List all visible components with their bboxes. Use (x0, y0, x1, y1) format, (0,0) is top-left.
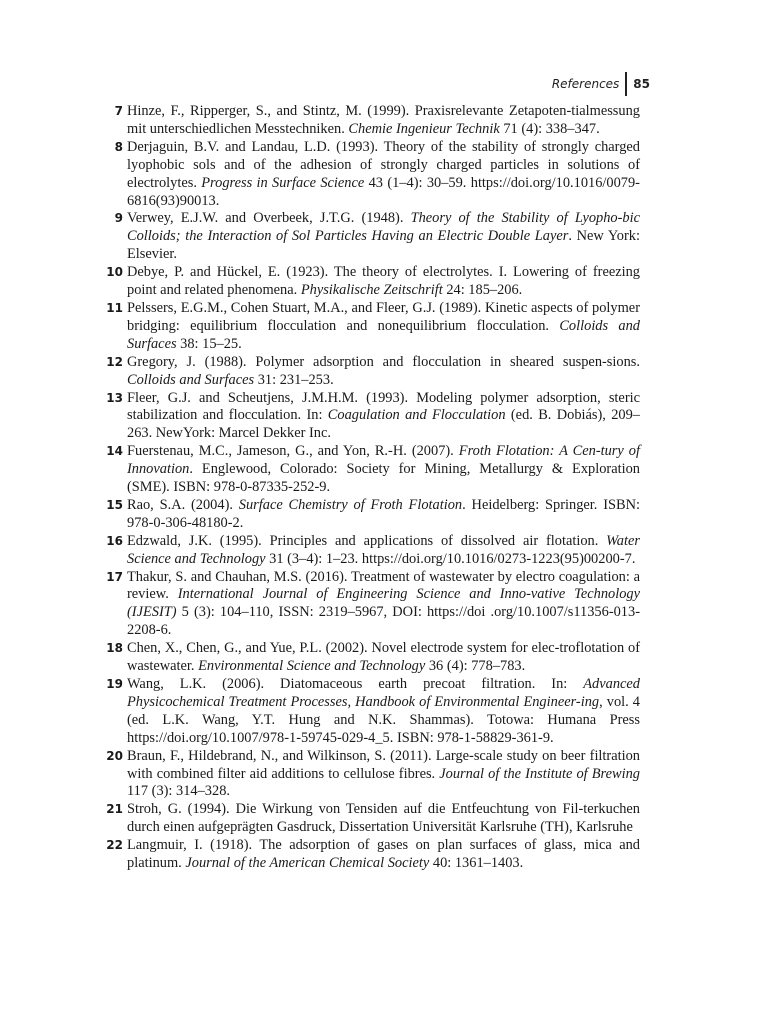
reference-text-run: 5 (3): 104–110, ISSN: 2319–5967, DOI: https://doi .org/10.1007/s11356-013-2208-6. (127, 604, 640, 639)
reference-text-run: Debye, P. and Hückel, E. (1923). The theory of electrolytes. I. Lowering of freezing point and related phenomena. (127, 264, 640, 299)
reference-title-italic: Progress in Surface Science (201, 174, 365, 191)
reference-title-italic: Chemie Ingenieur Technik (348, 120, 500, 137)
reference-number: 13 (106, 390, 123, 405)
reference-item (100, 354, 640, 390)
reference-item (100, 676, 640, 748)
reference-text (127, 837, 640, 873)
reference-title-italic: Coagulation and Flocculation (327, 407, 506, 424)
reference-text (127, 300, 640, 354)
reference-number: 11 (106, 300, 123, 315)
reference-item (100, 103, 640, 139)
reference-number: 17 (106, 569, 123, 584)
reference-text (127, 390, 640, 444)
running-head-section: References (551, 77, 620, 91)
reference-text-run: 24: 185–206. (442, 282, 523, 299)
reference-title-italic: Journal of the American Chemical Society (185, 855, 430, 872)
reference-number: 12 (106, 354, 123, 369)
reference-text-run: 117 (3): 314–328. (127, 783, 230, 800)
reference-text (127, 801, 640, 837)
reference-title-italic: Journal of the Institute of Brewing (439, 765, 640, 782)
reference-number: 9 (114, 211, 123, 226)
reference-text (127, 264, 640, 300)
reference-item (100, 139, 640, 211)
reference-title-italic: Environmental Science and Technology (198, 658, 426, 675)
reference-text-run: . Englewood, Colorado: Society for Mining, Metallurgy & Exploration (SME). ISBN: 978-0-87335-252-9. (127, 461, 640, 496)
reference-number: 16 (106, 533, 123, 548)
reference-text (127, 139, 640, 211)
reference-text-run: 71 (4): 338–347. (499, 120, 600, 137)
reference-text (127, 676, 640, 748)
reference-text-run: , vol. 4 (ed. L.K. Wang, Y.T. Hung and N.K. Shammas). Totowa: Humana Press https://doi.org/10.1007/978-1-59745-029-4_5. ISBN: 978-1-58829-361-9. (127, 693, 640, 746)
reference-item (100, 748, 640, 802)
reference-text (127, 443, 640, 497)
reference-title-italic: Colloids and Surfaces (127, 371, 255, 388)
reference-text-run: Rao, S.A. (2004). (127, 496, 239, 513)
reference-text (127, 533, 640, 569)
reference-number: 22 (106, 838, 123, 853)
reference-text-run: Langmuir, I. (1918). The adsorption of gases on plan surfaces of glass, mica and platinum. (127, 837, 640, 872)
reference-title-italic: Colloids and Surfaces (127, 317, 641, 352)
reference-text (127, 210, 640, 264)
reference-number: 8 (114, 139, 123, 154)
reference-text-run: Chen, X., Chen, G., and Yue, P.L. (2002). Novel electrode system for elec-troflotation of wastewater. (127, 640, 640, 675)
reference-title-italic: International Journal of Engineering Science and Inno-vative Technology (IJESIT) (127, 586, 641, 621)
reference-title-italic: Water Science and Technology (127, 532, 640, 567)
reference-text-run: 43 (1–4): 30–59. https://doi.org/10.1016/0079-6816(93)90013. (127, 174, 640, 209)
page-number: 85 (633, 77, 650, 91)
reference-title-italic: Surface Chemistry of Froth Flotation (238, 496, 463, 513)
reference-text-run: Verwey, E.J.W. and Overbeek, J.T.G. (1948). (127, 210, 411, 227)
reference-number: 20 (106, 748, 123, 763)
reference-number: 7 (114, 104, 123, 118)
reference-title-italic: Advanced Physicochemical Treatment Processes, Handbook of Environmental Engineer-ing (127, 676, 640, 710)
running-head-divider (625, 72, 627, 96)
reference-number: 10 (106, 265, 123, 280)
reference-text-run: Gregory, J. (1988). Polymer adsorption and flocculation in sheared suspen-sions. (127, 353, 640, 370)
reference-number: 15 (106, 497, 123, 512)
reference-item (100, 300, 640, 354)
reference-text (127, 640, 640, 676)
reference-number: 19 (106, 677, 123, 691)
reference-text-run: 38: 15–25. (176, 335, 242, 352)
reference-number: 21 (106, 802, 123, 817)
reference-item (100, 533, 640, 569)
reference-text-run: 31: 231–253. (254, 371, 334, 388)
reference-text (127, 569, 640, 641)
reference-text-run: Fleer, G.J. and Scheutjens, J.M.H.M. (1993). Modeling polymer adsorption, steric stabilization and flocculation. In: (127, 389, 640, 424)
reference-item (100, 640, 640, 676)
reference-text-run: 31 (3–4): 1–23. https://doi.org/10.1016/0273-1223(95)00200-7. (265, 550, 636, 567)
reference-item (100, 569, 640, 641)
reference-text-run: Pelssers, E.G.M., Cohen Stuart, M.A., and Fleer, G.J. (1989). Kinetic aspects of polymer bridging: equilibrium flocculation and nonequilibrium flocculation. (127, 299, 640, 334)
reference-item (100, 837, 640, 873)
running-head (552, 72, 650, 96)
reference-text-run: (ed. B. Dobiás), 209–263. NewYork: Marcel Dekker Inc. (127, 407, 641, 442)
reference-text-run: . New York: Elsevier. (127, 228, 640, 263)
reference-text-run: . Heidelberg: Springer. ISBN: 978-0-306-48180-2. (127, 496, 640, 531)
reference-item (100, 390, 640, 444)
reference-text (127, 497, 640, 533)
reference-title-italic: Physikalische Zeitschrift (300, 282, 443, 299)
reference-item (100, 210, 640, 264)
reference-item (100, 497, 640, 533)
reference-text-run: Edzwald, J.K. (1995). Principles and applications of dissolved air flotation. (127, 532, 607, 549)
reference-title-italic: Froth Flotation: A Cen-tury of Innovation (127, 443, 640, 478)
reference-text-run: Thakur, S. and Chauhan, M.S. (2016). Treatment of wastewater by electro coagulation: a review. (127, 568, 640, 603)
reference-text-run: Stroh, G. (1994). Die Wirkung von Tensiden auf die Entfeuchtung von Fil-terkuchen durch einen aufgeprägten Gasdruck, Dissertation Universität Karlsruhe (TH), Karlsruhe (127, 801, 640, 836)
reference-item (100, 264, 640, 300)
reference-list (100, 103, 640, 873)
reference-text-run: 36 (4): 778–783. (425, 658, 526, 675)
reference-text-run: 40: 1361–1403. (429, 855, 524, 872)
reference-text (127, 748, 640, 802)
reference-item (100, 443, 640, 497)
reference-text-run: Fuerstenau, M.C., Jameson, G., and Yon, R.-H. (2007). (127, 443, 459, 460)
reference-text-run: Braun, F., Hildebrand, N., and Wilkinson, S. (2011). Large-scale study on beer filtration with combined filter aid additions to cellulose fibres. (127, 747, 640, 782)
reference-text-run: Derjaguin, B.V. and Landau, L.D. (1993). Theory of the stability of strongly charged lyophobic sols and of the adhesion of strongly charged particles in solutions of electrolytes. (127, 138, 640, 191)
reference-item (100, 801, 640, 837)
reference-number: 14 (106, 444, 123, 459)
reference-text (127, 354, 640, 390)
reference-text (127, 103, 640, 139)
reference-text-run: Wang, L.K. (2006). Diatomaceous earth precoat filtration. In: (127, 676, 584, 692)
reference-title-italic: Theory of the Stability of Lyopho-bic Colloids; the Interaction of Sol Particles Having an Electric Double Layer (127, 210, 640, 245)
reference-number: 18 (106, 641, 123, 656)
reference-text-run: Hinze, F., Ripperger, S., and Stintz, M. (1999). Praxisrelevante Zetapoten-tialmessung mit unterschiedlichen Messtechniken. (127, 103, 640, 137)
